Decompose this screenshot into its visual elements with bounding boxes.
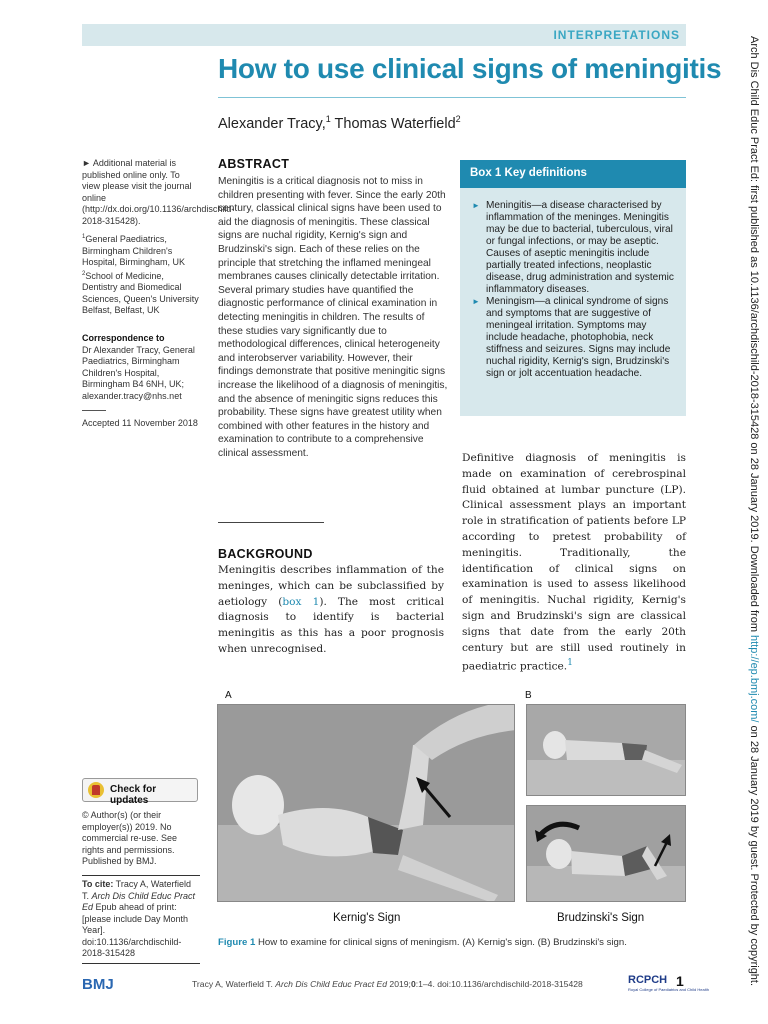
author-1: Alexander Tracy, [218, 115, 326, 132]
article-title: How to use clinical signs of meningitis [218, 53, 722, 84]
rcpch-logo [628, 975, 709, 995]
abstract-divider [218, 522, 324, 523]
footer-journal: Arch Dis Child Educ Pract Ed [275, 979, 388, 989]
author-2: Thomas Waterfield [330, 115, 456, 132]
key-definitions-box [460, 160, 686, 416]
definition-meningitis: ► Meningitis—a disease characterised by inflammation of the meninges. Meningitis may be due to bacterial, tuberculous, viral or fungal infections, or may be aseptic. Causes of aseptic meningitis include partially treated infections, neoplastic disease, drug administration and systemic inflammatory diseases. [472, 200, 678, 296]
author-1-affiliation: 1 [325, 114, 331, 124]
footer-doi: :1–4. doi:10.1136/archdischild-2018-315428 [415, 979, 583, 989]
crossmark-icon [88, 782, 104, 798]
background-text-start: Meningitis describes inflammation of the meninges, which can be subclassified by aetiology ( [218, 564, 444, 608]
download-notice-start: Arch Dis Child Educ Pract Ed: first published as 10.1136/archdischild-2018-315428 on 28 January 2019. Downloaded from [748, 36, 760, 636]
page-number: 1 [676, 973, 684, 989]
download-notice-end: on 28 January 2019 by guest. Protected by copyright. [748, 722, 760, 987]
footer-year: 2019; [387, 979, 411, 989]
figure-panel-a-label: A [225, 690, 232, 701]
download-notice [748, 36, 760, 1024]
copyright-note: © Author(s) (or their employer(s)) 2019. No commercial re-use. See rights and permissions. Published by BMJ. [82, 810, 178, 866]
section-header-bar [82, 24, 686, 46]
affiliation-2: School of Medicine, Dentistry and Biomedical Sciences, Queen's University Belfast, Belfast, UK [82, 270, 199, 315]
kernig-illustration [218, 705, 515, 902]
author-line [218, 114, 461, 132]
author-2-affiliation: 2 [455, 114, 461, 124]
check-for-updates-button[interactable] [82, 778, 198, 806]
correspondence-heading: Correspondence to [82, 333, 165, 343]
additional-material-note: ► Additional material is published online only. To view please visit the journal online (http://dx.doi.org/10.1136/archdischild-2018-315428). [82, 158, 235, 226]
brudzinski-sign-caption: Brudzinski's Sign [557, 912, 645, 924]
affiliation-1-number: 1 [82, 234, 86, 240]
figure-label: Figure 1 [218, 937, 256, 948]
affiliation-1: General Paediatrics, Birmingham Children's Hospital, Birmingham, UK [82, 234, 186, 267]
bmj-logo: BMJ [82, 976, 114, 993]
correspondence [82, 333, 200, 402]
figure-panel-b-label: B [525, 690, 532, 701]
brudzinski-photo-flexion [526, 805, 686, 902]
section-label: INTERPRETATIONS [553, 28, 680, 42]
citation-box [82, 875, 200, 964]
abstract-text: Meningitis is a critical diagnosis not to miss in children presenting with fever. Since the early 20th century, classical clinical signs have been used to aid the diagnosis of meningitis. These classical signs are nuchal rigidity, Kernig's sign and Brudzinski's sign. Each of these relies on the principle that stretching the inflamed meningeal membranes causes clinically detectable irritation. Several primary studies have quantified the diagnostic performance of clinical examination in detecting meningitis in children. The results of these studies vary significantly due to methodological differences, clinical heterogeneity and interobserver variability. However, their findings demonstrate that positive meningitic signs increase the likelihood of a diagnosis of meningitis, and the absence of meningitic signs reduces this probability. These signs have greatest utility when combined with other features in the history and examination to contribute to a comprehensive clinical assessment. [218, 176, 448, 459]
accepted-date: Accepted 11 November 2018 [82, 418, 198, 428]
cite-details: Epub ahead of print: [please include Day Month Year]. doi:10.1136/archdischild-2018-315428 [82, 902, 189, 958]
title-divider [218, 97, 686, 98]
background-text-end: ). The most critical diagnosis to identify is bacterial meningitis as this has a poor prognosis when unrecognised. [218, 595, 444, 655]
rcpch-logo-subtitle: Royal College of Paediatrics and Child Health [628, 987, 709, 992]
footer-volume: 0 [410, 979, 416, 989]
sidebar-divider [82, 410, 106, 411]
abstract-heading: ABSTRACT [218, 157, 290, 171]
reference-1-link[interactable]: 1 [567, 658, 573, 669]
background-text [218, 563, 444, 658]
cite-authors: Tracy A, Waterfield T. [82, 879, 192, 901]
background-heading: BACKGROUND [218, 547, 313, 561]
footer-authors: Tracy A, Waterfield T. [192, 979, 276, 989]
cite-journal: Arch Dis Child Educ Pract Ed [82, 890, 196, 912]
brudzinski-flexion-illustration [527, 806, 686, 902]
figure-caption [218, 937, 627, 948]
check-for-updates-label: Check for updates [110, 784, 157, 806]
brudzinski-photo-rest [526, 704, 686, 796]
cite-heading: To cite: [82, 879, 114, 889]
affiliations [82, 232, 200, 317]
box-1-link[interactable]: box 1 [282, 595, 320, 608]
figure-caption-text: How to examine for clinical signs of meningism. (A) Kernig's sign. (B) Brudzinski's sign. [255, 937, 627, 948]
kernig-sign-caption: Kernig's Sign [333, 912, 401, 924]
correspondence-text: Dr Alexander Tracy, General Paediatrics, Birmingham Children's Hospital, Birmingham B4 6NH, UK; alexander.tracy@nhs.net [82, 344, 195, 401]
diagnosis-text: Definitive diagnosis of meningitis is made on examination of cerebrospinal fluid obtained at lumbar puncture (LP). Clinical assessment plays an important role in stratification of patients before LP according to pretest probability of meningitis. Traditionally, the identification of clinical signs on examination is used to assess likelihood of meningitis. Nuchal rigidity, Kernig's sign and Brudzinski's sign are classical signs that date from the early 20th century but are still used routinely in paediatric practice. [462, 452, 686, 673]
brudzinski-rest-illustration [527, 705, 686, 796]
footer-citation [192, 979, 583, 989]
kernig-sign-photo [217, 704, 515, 902]
rcpch-logo-text: RCPCH [628, 974, 668, 986]
affiliation-2-number: 2 [82, 270, 86, 277]
definitions-list [460, 188, 686, 380]
diagnosis-paragraph [462, 451, 686, 676]
box-heading: Box 1 Key definitions [460, 160, 686, 188]
definition-meningism: ► Meningism—a clinical syndrome of signs and symptoms that are suggestive of meningeal irritation. Symptoms may include headache, photophobia, neck stiffness and seizures. Signs may include nuchal rigidity, Kernig's sign, Brudzinski's sign or jolt accentuation headache. [472, 296, 678, 380]
journal-site-link[interactable]: http://ep.bmj.com/ [748, 635, 760, 723]
